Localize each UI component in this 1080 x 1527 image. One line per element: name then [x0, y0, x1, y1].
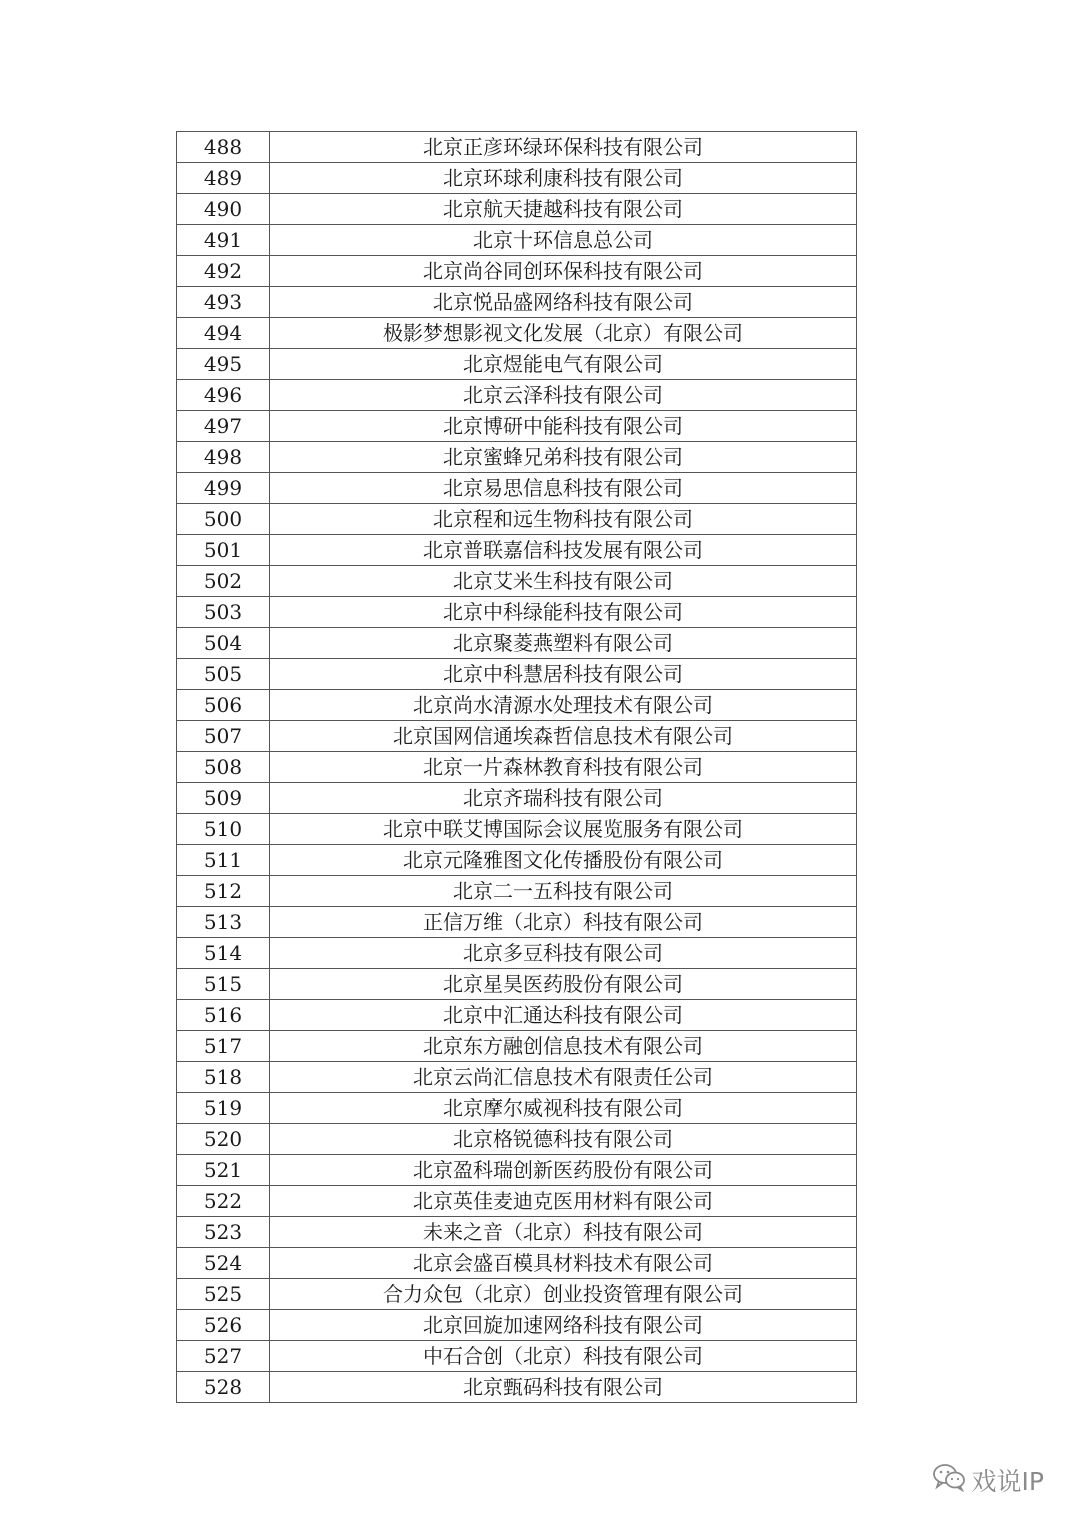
company-name: 北京煜能电气有限公司 — [270, 349, 857, 380]
row-number: 512 — [177, 876, 270, 907]
row-number: 492 — [177, 256, 270, 287]
company-name: 北京多豆科技有限公司 — [270, 938, 857, 969]
company-name: 北京东方融创信息技术有限公司 — [270, 1031, 857, 1062]
row-number: 497 — [177, 411, 270, 442]
table-row — [177, 783, 857, 814]
company-name: 北京甄码科技有限公司 — [270, 1372, 857, 1403]
table-row — [177, 535, 857, 566]
company-name: 北京正彦环绿环保科技有限公司 — [270, 132, 857, 163]
company-name: 北京元隆雅图文化传播股份有限公司 — [270, 845, 857, 876]
company-name: 北京环球利康科技有限公司 — [270, 163, 857, 194]
company-name: 北京二一五科技有限公司 — [270, 876, 857, 907]
table-row — [177, 845, 857, 876]
row-number: 525 — [177, 1279, 270, 1310]
company-name: 北京英佳麦迪克医用材料有限公司 — [270, 1186, 857, 1217]
row-number: 495 — [177, 349, 270, 380]
table-row — [177, 1155, 857, 1186]
row-number: 493 — [177, 287, 270, 318]
row-number: 528 — [177, 1372, 270, 1403]
row-number: 489 — [177, 163, 270, 194]
row-number: 509 — [177, 783, 270, 814]
table-row — [177, 411, 857, 442]
company-name: 北京中科慧居科技有限公司 — [270, 659, 857, 690]
company-name: 北京一片森林教育科技有限公司 — [270, 752, 857, 783]
company-name: 北京十环信息总公司 — [270, 225, 857, 256]
company-list-body — [177, 132, 857, 1403]
row-number: 514 — [177, 938, 270, 969]
company-name: 北京国网信通埃森哲信息技术有限公司 — [270, 721, 857, 752]
row-number: 511 — [177, 845, 270, 876]
table-row — [177, 1248, 857, 1279]
row-number: 513 — [177, 907, 270, 938]
row-number: 504 — [177, 628, 270, 659]
row-number: 522 — [177, 1186, 270, 1217]
table-row — [177, 473, 857, 504]
row-number: 521 — [177, 1155, 270, 1186]
company-name: 北京聚菱燕塑料有限公司 — [270, 628, 857, 659]
company-name: 北京中科绿能科技有限公司 — [270, 597, 857, 628]
table-row — [177, 1124, 857, 1155]
watermark-text: 戏说IP — [971, 1467, 1044, 1496]
company-name: 北京格锐德科技有限公司 — [270, 1124, 857, 1155]
row-number: 507 — [177, 721, 270, 752]
row-number: 519 — [177, 1093, 270, 1124]
company-name: 北京回旋加速网络科技有限公司 — [270, 1310, 857, 1341]
table-row — [177, 225, 857, 256]
company-name: 合力众包（北京）创业投资管理有限公司 — [270, 1279, 857, 1310]
table-row — [177, 1372, 857, 1403]
table-row — [177, 1186, 857, 1217]
table-row — [177, 907, 857, 938]
row-number: 520 — [177, 1124, 270, 1155]
row-number: 510 — [177, 814, 270, 845]
table-row — [177, 1310, 857, 1341]
company-list-table — [176, 131, 857, 1403]
row-number: 502 — [177, 566, 270, 597]
company-name: 北京云泽科技有限公司 — [270, 380, 857, 411]
table-row — [177, 1279, 857, 1310]
row-number: 488 — [177, 132, 270, 163]
watermark — [932, 1462, 1044, 1498]
company-name: 北京摩尔威视科技有限公司 — [270, 1093, 857, 1124]
wechat-icon — [932, 1462, 966, 1498]
company-name: 北京易思信息科技有限公司 — [270, 473, 857, 504]
table-row — [177, 659, 857, 690]
row-number: 490 — [177, 194, 270, 225]
company-name: 北京艾米生科技有限公司 — [270, 566, 857, 597]
row-number: 500 — [177, 504, 270, 535]
table-row — [177, 938, 857, 969]
company-name: 北京蜜蜂兄弟科技有限公司 — [270, 442, 857, 473]
table-row — [177, 163, 857, 194]
row-number: 524 — [177, 1248, 270, 1279]
table-row — [177, 194, 857, 225]
row-number: 494 — [177, 318, 270, 349]
table-row — [177, 1341, 857, 1372]
row-number: 505 — [177, 659, 270, 690]
table-row — [177, 380, 857, 411]
company-name: 北京齐瑞科技有限公司 — [270, 783, 857, 814]
table-row — [177, 349, 857, 380]
row-number: 491 — [177, 225, 270, 256]
table-row — [177, 969, 857, 1000]
company-name: 北京航天捷越科技有限公司 — [270, 194, 857, 225]
row-number: 517 — [177, 1031, 270, 1062]
company-name: 北京尚水清源水处理技术有限公司 — [270, 690, 857, 721]
company-name: 正信万维（北京）科技有限公司 — [270, 907, 857, 938]
company-name: 北京会盛百模具材料技术有限公司 — [270, 1248, 857, 1279]
row-number: 523 — [177, 1217, 270, 1248]
table-row — [177, 1031, 857, 1062]
company-name: 北京星昊医药股份有限公司 — [270, 969, 857, 1000]
company-name: 未来之音（北京）科技有限公司 — [270, 1217, 857, 1248]
row-number: 506 — [177, 690, 270, 721]
row-number: 498 — [177, 442, 270, 473]
company-name: 北京尚谷同创环保科技有限公司 — [270, 256, 857, 287]
row-number: 503 — [177, 597, 270, 628]
company-name: 极影梦想影视文化发展（北京）有限公司 — [270, 318, 857, 349]
company-name: 北京程和远生物科技有限公司 — [270, 504, 857, 535]
company-name: 北京博研中能科技有限公司 — [270, 411, 857, 442]
table-row — [177, 1062, 857, 1093]
table-row — [177, 442, 857, 473]
table-row — [177, 721, 857, 752]
table-row — [177, 876, 857, 907]
table-row — [177, 256, 857, 287]
company-name: 北京普联嘉信科技发展有限公司 — [270, 535, 857, 566]
company-name: 中石合创（北京）科技有限公司 — [270, 1341, 857, 1372]
table-row — [177, 752, 857, 783]
row-number: 526 — [177, 1310, 270, 1341]
row-number: 496 — [177, 380, 270, 411]
company-name: 北京悦品盛网络科技有限公司 — [270, 287, 857, 318]
company-name: 北京中联艾博国际会议展览服务有限公司 — [270, 814, 857, 845]
row-number: 518 — [177, 1062, 270, 1093]
company-name: 北京中汇通达科技有限公司 — [270, 1000, 857, 1031]
table-row — [177, 597, 857, 628]
row-number: 527 — [177, 1341, 270, 1372]
table-row — [177, 1000, 857, 1031]
table-row — [177, 287, 857, 318]
row-number: 516 — [177, 1000, 270, 1031]
table-row — [177, 814, 857, 845]
table-row — [177, 1217, 857, 1248]
table-row — [177, 566, 857, 597]
table-row — [177, 318, 857, 349]
table-row — [177, 628, 857, 659]
row-number: 508 — [177, 752, 270, 783]
table-row — [177, 690, 857, 721]
row-number: 501 — [177, 535, 270, 566]
company-name: 北京云尚汇信息技术有限责任公司 — [270, 1062, 857, 1093]
company-name: 北京盈科瑞创新医药股份有限公司 — [270, 1155, 857, 1186]
row-number: 515 — [177, 969, 270, 1000]
table-row — [177, 1093, 857, 1124]
table-row — [177, 504, 857, 535]
row-number: 499 — [177, 473, 270, 504]
table-row — [177, 132, 857, 163]
